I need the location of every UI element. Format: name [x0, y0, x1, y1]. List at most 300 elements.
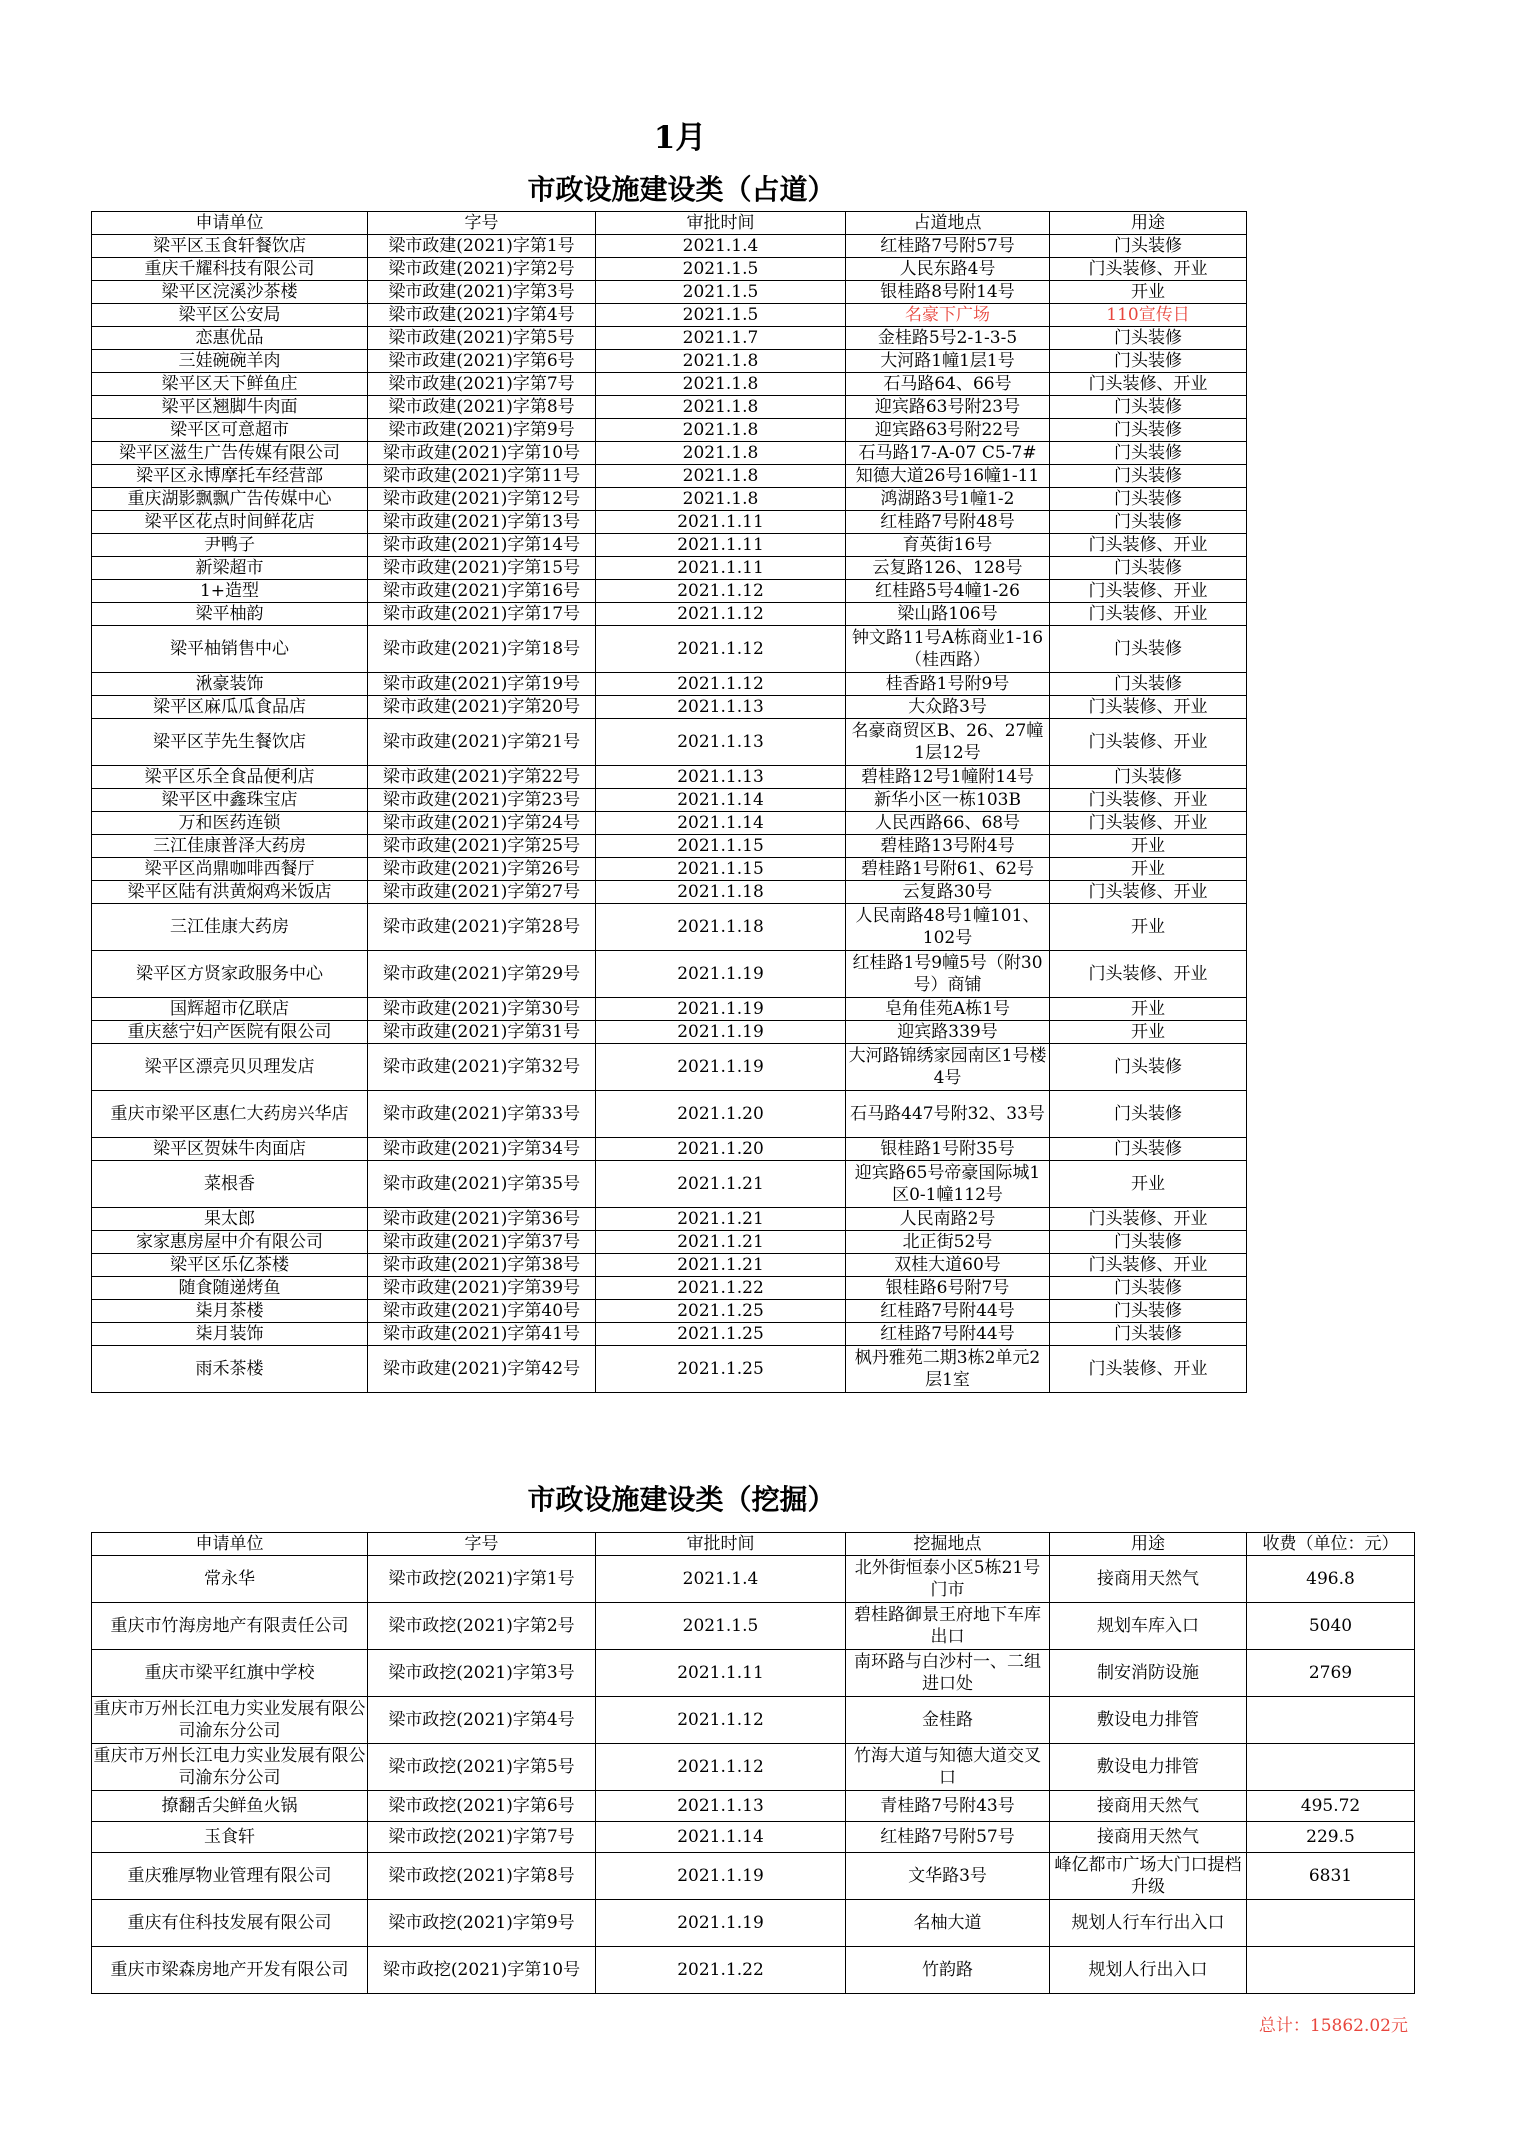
occupy-cell-use: 门头装修	[1050, 626, 1247, 673]
occupy-cell-unit: 三江佳康普泽大药房	[92, 835, 368, 858]
excavate-header-place: 挖掘地点	[846, 1533, 1050, 1556]
occupy-row	[92, 304, 1247, 327]
occupy-cell-use: 门头装修、开业	[1050, 1346, 1247, 1393]
excavate-cell-use: 敷设电力排管	[1050, 1744, 1247, 1791]
occupy-cell-date: 2021.1.8	[596, 442, 846, 465]
occupy-cell-no: 梁市政建(2021)字第14号	[368, 534, 596, 557]
occupy-row	[92, 904, 1247, 951]
occupy-cell-no: 梁市政建(2021)字第3号	[368, 281, 596, 304]
occupy-cell-place: 人民南路48号1幢101、102号	[846, 904, 1050, 951]
occupy-row	[92, 766, 1247, 789]
occupy-cell-place: 枫丹雅苑二期3栋2单元2层1室	[846, 1346, 1050, 1393]
occupy-cell-use: 门头装修	[1050, 673, 1247, 696]
occupy-cell-date: 2021.1.8	[596, 396, 846, 419]
occupy-cell-use: 110宣传日	[1050, 304, 1247, 327]
occupy-cell-use: 门头装修、开业	[1050, 1254, 1247, 1277]
occupy-row	[92, 327, 1247, 350]
excavate-cell-date: 2021.1.5	[596, 1603, 846, 1650]
occupy-cell-date: 2021.1.13	[596, 766, 846, 789]
occupy-cell-use: 门头装修、开业	[1050, 789, 1247, 812]
occupy-cell-no: 梁市政建(2021)字第39号	[368, 1277, 596, 1300]
excavate-cell-use: 制安消防设施	[1050, 1650, 1247, 1697]
occupy-cell-use: 门头装修、开业	[1050, 373, 1247, 396]
excavate-row	[92, 1650, 1415, 1697]
excavate-cell-unit: 重庆市万州长江电力实业发展有限公司渝东分公司	[92, 1744, 368, 1791]
occupy-cell-use: 门头装修	[1050, 1231, 1247, 1254]
occupy-cell-unit: 梁平区玉食轩餐饮店	[92, 235, 368, 258]
occupy-cell-place: 迎宾路63号附23号	[846, 396, 1050, 419]
occupy-cell-date: 2021.1.8	[596, 373, 846, 396]
occupy-cell-use: 门头装修	[1050, 1091, 1247, 1138]
occupy-row	[92, 951, 1247, 998]
excavate-cell-date: 2021.1.12	[596, 1697, 846, 1744]
occupy-cell-unit: 梁平区贺妹牛肉面店	[92, 1138, 368, 1161]
occupy-cell-use: 门头装修、开业	[1050, 719, 1247, 766]
occupy-cell-unit: 新梁超市	[92, 557, 368, 580]
occupy-cell-place: 银桂路6号附7号	[846, 1277, 1050, 1300]
occupy-cell-no: 梁市政建(2021)字第4号	[368, 304, 596, 327]
occupy-cell-place: 桂香路1号附9号	[846, 673, 1050, 696]
occupy-cell-no: 梁市政建(2021)字第2号	[368, 258, 596, 281]
occupy-cell-date: 2021.1.5	[596, 258, 846, 281]
excavate-cell-fee	[1247, 1744, 1415, 1791]
occupy-header-row	[92, 212, 1247, 235]
occupy-cell-date: 2021.1.21	[596, 1254, 846, 1277]
excavate-cell-no: 梁市政挖(2021)字第8号	[368, 1853, 596, 1900]
excavate-cell-fee: 6831	[1247, 1853, 1415, 1900]
occupy-cell-no: 梁市政建(2021)字第42号	[368, 1346, 596, 1393]
excavate-cell-date: 2021.1.11	[596, 1650, 846, 1697]
excavate-cell-place: 竹海大道与知德大道交叉口	[846, 1744, 1050, 1791]
occupy-cell-place: 梁山路106号	[846, 603, 1050, 626]
excavate-cell-use: 峰亿都市广场大门口提档升级	[1050, 1853, 1247, 1900]
occupy-cell-no: 梁市政建(2021)字第17号	[368, 603, 596, 626]
occupy-cell-use: 门头装修、开业	[1050, 812, 1247, 835]
occupy-cell-place: 迎宾路63号附22号	[846, 419, 1050, 442]
occupy-cell-no: 梁市政建(2021)字第10号	[368, 442, 596, 465]
occupy-cell-no: 梁市政建(2021)字第9号	[368, 419, 596, 442]
excavate-cell-use: 规划人行车行出入口	[1050, 1900, 1247, 1947]
occupy-cell-use: 门头装修	[1050, 465, 1247, 488]
occupy-row	[92, 812, 1247, 835]
excavate-cell-place: 名柚大道	[846, 1900, 1050, 1947]
occupy-cell-use: 门头装修、开业	[1050, 1208, 1247, 1231]
occupy-row	[92, 719, 1247, 766]
excavate-cell-unit: 撩翻舌尖鲜鱼火锅	[92, 1791, 368, 1822]
occupy-row	[92, 1323, 1247, 1346]
occupy-cell-no: 梁市政建(2021)字第27号	[368, 881, 596, 904]
occupy-cell-unit: 柒月装饰	[92, 1323, 368, 1346]
occupy-cell-date: 2021.1.14	[596, 789, 846, 812]
excavate-cell-use: 接商用天然气	[1050, 1791, 1247, 1822]
occupy-cell-place: 红桂路7号附44号	[846, 1300, 1050, 1323]
occupy-cell-place: 大众路3号	[846, 696, 1050, 719]
occupy-cell-date: 2021.1.8	[596, 419, 846, 442]
occupy-cell-unit: 重庆慈宁妇产医院有限公司	[92, 1021, 368, 1044]
occupy-cell-date: 2021.1.8	[596, 350, 846, 373]
occupy-cell-date: 2021.1.12	[596, 673, 846, 696]
occupy-cell-date: 2021.1.15	[596, 835, 846, 858]
occupy-cell-unit: 雨禾茶楼	[92, 1346, 368, 1393]
occupy-cell-use: 门头装修、开业	[1050, 696, 1247, 719]
occupy-cell-date: 2021.1.22	[596, 1277, 846, 1300]
excavate-cell-place: 碧桂路御景王府地下车库出口	[846, 1603, 1050, 1650]
occupy-cell-place: 红桂路7号附44号	[846, 1323, 1050, 1346]
occupy-row	[92, 557, 1247, 580]
occupy-cell-place: 新华小区一栋103B	[846, 789, 1050, 812]
excavate-cell-use: 接商用天然气	[1050, 1556, 1247, 1603]
occupy-cell-use: 开业	[1050, 904, 1247, 951]
excavate-cell-no: 梁市政挖(2021)字第4号	[368, 1697, 596, 1744]
occupy-cell-place: 石马路17-A-07 C5-7#	[846, 442, 1050, 465]
occupy-cell-unit: 梁平区可意超市	[92, 419, 368, 442]
occupy-cell-place: 迎宾路339号	[846, 1021, 1050, 1044]
excavate-cell-date: 2021.1.12	[596, 1744, 846, 1791]
occupy-cell-use: 门头装修	[1050, 1277, 1247, 1300]
occupy-cell-place: 石马路64、66号	[846, 373, 1050, 396]
excavate-cell-unit: 常永华	[92, 1556, 368, 1603]
occupy-row	[92, 488, 1247, 511]
occupy-cell-date: 2021.1.19	[596, 1021, 846, 1044]
occupy-cell-place: 碧桂路12号1幢附14号	[846, 766, 1050, 789]
occupy-cell-use: 门头装修、开业	[1050, 951, 1247, 998]
excavate-cell-no: 梁市政挖(2021)字第9号	[368, 1900, 596, 1947]
occupy-cell-place: 育英街16号	[846, 534, 1050, 557]
occupy-cell-unit: 梁平区永博摩托车经营部	[92, 465, 368, 488]
occupy-cell-place: 石马路447号附32、33号	[846, 1091, 1050, 1138]
occupy-cell-unit: 梁平区漂亮贝贝理发店	[92, 1044, 368, 1091]
excavate-cell-fee: 5040	[1247, 1603, 1415, 1650]
occupy-row	[92, 1091, 1247, 1138]
occupy-cell-date: 2021.1.12	[596, 626, 846, 673]
occupy-cell-use: 门头装修	[1050, 1044, 1247, 1091]
excavate-row	[92, 1556, 1415, 1603]
excavate-cell-unit: 重庆市梁森房地产开发有限公司	[92, 1947, 368, 1994]
occupy-row	[92, 1231, 1247, 1254]
occupy-cell-date: 2021.1.25	[596, 1346, 846, 1393]
occupy-cell-place: 碧桂路13号附4号	[846, 835, 1050, 858]
excavate-cell-place: 文华路3号	[846, 1853, 1050, 1900]
excavate-cell-date: 2021.1.19	[596, 1900, 846, 1947]
occupy-cell-place: 金桂路5号2-1-3-5	[846, 327, 1050, 350]
page-title: 1月	[653, 120, 707, 156]
occupy-cell-unit: 国辉超市亿联店	[92, 998, 368, 1021]
occupy-row	[92, 442, 1247, 465]
occupy-cell-use: 开业	[1050, 835, 1247, 858]
occupy-cell-place: 迎宾路65号帝豪国际城1区0-1幢112号	[846, 1161, 1050, 1208]
occupy-cell-date: 2021.1.15	[596, 858, 846, 881]
occupy-cell-unit: 三娃碗碗羊肉	[92, 350, 368, 373]
excavate-cell-date: 2021.1.4	[596, 1556, 846, 1603]
occupy-cell-use: 门头装修	[1050, 766, 1247, 789]
occupy-cell-unit: 三江佳康大药房	[92, 904, 368, 951]
occupy-cell-use: 门头装修	[1050, 350, 1247, 373]
excavate-cell-unit: 重庆市万州长江电力实业发展有限公司渝东分公司	[92, 1697, 368, 1744]
occupy-cell-no: 梁市政建(2021)字第13号	[368, 511, 596, 534]
excavate-cell-place: 南环路与白沙村一、二组进口处	[846, 1650, 1050, 1697]
occupy-cell-place: 银桂路8号附14号	[846, 281, 1050, 304]
occupy-row	[92, 603, 1247, 626]
occupy-cell-date: 2021.1.20	[596, 1138, 846, 1161]
occupy-row	[92, 1254, 1247, 1277]
excavate-row	[92, 1822, 1415, 1853]
occupy-cell-use: 门头装修	[1050, 488, 1247, 511]
excavate-row	[92, 1791, 1415, 1822]
occupy-cell-unit: 梁平区乐亿茶楼	[92, 1254, 368, 1277]
excavate-cell-date: 2021.1.14	[596, 1822, 846, 1853]
occupy-cell-no: 梁市政建(2021)字第1号	[368, 235, 596, 258]
occupy-row	[92, 1346, 1247, 1393]
occupy-cell-unit: 梁平区方贤家政服务中心	[92, 951, 368, 998]
occupy-row	[92, 835, 1247, 858]
occupy-cell-use: 门头装修	[1050, 1138, 1247, 1161]
occupy-cell-use: 门头装修	[1050, 1323, 1247, 1346]
occupy-cell-date: 2021.1.8	[596, 465, 846, 488]
occupy-cell-place: 北正街52号	[846, 1231, 1050, 1254]
occupy-cell-unit: 湫豪装饰	[92, 673, 368, 696]
occupy-row	[92, 1161, 1247, 1208]
occupy-cell-no: 梁市政建(2021)字第29号	[368, 951, 596, 998]
occupy-cell-no: 梁市政建(2021)字第32号	[368, 1044, 596, 1091]
occupy-cell-date: 2021.1.19	[596, 951, 846, 998]
occupy-cell-no: 梁市政建(2021)字第5号	[368, 327, 596, 350]
occupy-cell-unit: 万和医药连锁	[92, 812, 368, 835]
occupy-cell-use: 开业	[1050, 858, 1247, 881]
excavate-header-row	[92, 1533, 1415, 1556]
occupy-cell-unit: 家家惠房屋中介有限公司	[92, 1231, 368, 1254]
excavate-cell-use: 接商用天然气	[1050, 1822, 1247, 1853]
occupy-row	[92, 350, 1247, 373]
occupy-row	[92, 511, 1247, 534]
occupy-row	[92, 534, 1247, 557]
occupy-cell-unit: 梁平区翘脚牛肉面	[92, 396, 368, 419]
occupy-cell-unit: 尹鸭子	[92, 534, 368, 557]
occupy-cell-place: 人民西路66、68号	[846, 812, 1050, 835]
occupy-cell-use: 开业	[1050, 1021, 1247, 1044]
occupy-cell-use: 门头装修	[1050, 419, 1247, 442]
occupy-cell-no: 梁市政建(2021)字第34号	[368, 1138, 596, 1161]
occupy-cell-date: 2021.1.18	[596, 881, 846, 904]
occupy-cell-no: 梁市政建(2021)字第15号	[368, 557, 596, 580]
occupy-row	[92, 281, 1247, 304]
occupy-cell-place: 鸿湖路3号1幢1-2	[846, 488, 1050, 511]
occupy-cell-place: 红桂路1号9幢5号（附30号）商铺	[846, 951, 1050, 998]
occupy-cell-use: 门头装修、开业	[1050, 603, 1247, 626]
occupy-cell-no: 梁市政建(2021)字第35号	[368, 1161, 596, 1208]
excavate-table-body	[92, 1556, 1415, 1994]
occupy-header-date: 审批时间	[596, 212, 846, 235]
occupy-cell-place: 皂角佳苑A栋1号	[846, 998, 1050, 1021]
occupy-cell-no: 梁市政建(2021)字第7号	[368, 373, 596, 396]
occupy-cell-place: 双桂大道60号	[846, 1254, 1050, 1277]
excavate-cell-no: 梁市政挖(2021)字第7号	[368, 1822, 596, 1853]
occupy-cell-unit: 梁平区乐全食品便利店	[92, 766, 368, 789]
occupy-cell-date: 2021.1.11	[596, 511, 846, 534]
occupy-cell-no: 梁市政建(2021)字第36号	[368, 1208, 596, 1231]
occupy-header-unit: 申请单位	[92, 212, 368, 235]
occupy-row	[92, 1300, 1247, 1323]
occupy-cell-place: 人民东路4号	[846, 258, 1050, 281]
occupy-cell-place: 红桂路5号4幢1-26	[846, 580, 1050, 603]
occupy-cell-no: 梁市政建(2021)字第19号	[368, 673, 596, 696]
occupy-cell-date: 2021.1.7	[596, 327, 846, 350]
occupy-cell-unit: 梁平区中鑫珠宝店	[92, 789, 368, 812]
occupy-cell-place: 银桂路1号附35号	[846, 1138, 1050, 1161]
occupy-row	[92, 1044, 1247, 1091]
occupy-cell-date: 2021.1.8	[596, 488, 846, 511]
occupy-cell-no: 梁市政建(2021)字第18号	[368, 626, 596, 673]
occupy-cell-date: 2021.1.18	[596, 904, 846, 951]
excavate-header-fee: 收费（单位：元）	[1247, 1533, 1415, 1556]
occupy-section-title: 市政设施建设类（占道）	[527, 173, 836, 206]
occupy-cell-date: 2021.1.4	[596, 235, 846, 258]
excavate-row	[92, 1697, 1415, 1744]
occupy-cell-use: 开业	[1050, 998, 1247, 1021]
occupy-cell-unit: 梁平区天下鲜鱼庄	[92, 373, 368, 396]
excavate-cell-fee: 2769	[1247, 1650, 1415, 1697]
occupy-cell-no: 梁市政建(2021)字第28号	[368, 904, 596, 951]
occupy-header-use: 用途	[1050, 212, 1247, 235]
occupy-cell-no: 梁市政建(2021)字第31号	[368, 1021, 596, 1044]
excavate-cell-no: 梁市政挖(2021)字第5号	[368, 1744, 596, 1791]
occupy-cell-no: 梁市政建(2021)字第30号	[368, 998, 596, 1021]
occupy-cell-unit: 重庆湖影飘飘广告传媒中心	[92, 488, 368, 511]
occupy-cell-place: 大河路锦绣家园南区1号楼4号	[846, 1044, 1050, 1091]
excavate-cell-place: 北外街恒泰小区5栋21号门市	[846, 1556, 1050, 1603]
occupy-cell-use: 门头装修、开业	[1050, 258, 1247, 281]
occupy-cell-no: 梁市政建(2021)字第38号	[368, 1254, 596, 1277]
occupy-cell-unit: 梁平区公安局	[92, 304, 368, 327]
excavate-cell-fee	[1247, 1697, 1415, 1744]
occupy-cell-date: 2021.1.5	[596, 281, 846, 304]
occupy-cell-no: 梁市政建(2021)字第22号	[368, 766, 596, 789]
excavate-header-date: 审批时间	[596, 1533, 846, 1556]
occupy-cell-use: 门头装修	[1050, 511, 1247, 534]
occupy-cell-unit: 果太郎	[92, 1208, 368, 1231]
excavate-row	[92, 1744, 1415, 1791]
occupy-cell-no: 梁市政建(2021)字第20号	[368, 696, 596, 719]
occupy-cell-unit: 重庆市梁平区惠仁大药房兴华店	[92, 1091, 368, 1138]
occupy-cell-use: 门头装修	[1050, 442, 1247, 465]
occupy-cell-use: 门头装修	[1050, 235, 1247, 258]
occupy-cell-unit: 梁平区浣溪沙茶楼	[92, 281, 368, 304]
occupy-cell-date: 2021.1.21	[596, 1208, 846, 1231]
occupy-row	[92, 789, 1247, 812]
occupy-cell-place: 红桂路7号附57号	[846, 235, 1050, 258]
excavate-cell-no: 梁市政挖(2021)字第2号	[368, 1603, 596, 1650]
occupy-cell-use: 门头装修	[1050, 327, 1247, 350]
excavate-cell-use: 规划人行出入口	[1050, 1947, 1247, 1994]
total-fee: 总计：15862.02元	[1258, 2016, 1408, 2036]
occupy-cell-no: 梁市政建(2021)字第40号	[368, 1300, 596, 1323]
occupy-cell-unit: 梁平区芋先生餐饮店	[92, 719, 368, 766]
occupy-cell-date: 2021.1.25	[596, 1323, 846, 1346]
occupy-cell-no: 梁市政建(2021)字第33号	[368, 1091, 596, 1138]
occupy-row	[92, 373, 1247, 396]
occupy-cell-no: 梁市政建(2021)字第8号	[368, 396, 596, 419]
excavate-header-no: 字号	[368, 1533, 596, 1556]
excavate-section-title: 市政设施建设类（挖掘）	[527, 1483, 836, 1516]
excavate-header-unit: 申请单位	[92, 1533, 368, 1556]
occupy-cell-no: 梁市政建(2021)字第25号	[368, 835, 596, 858]
occupy-cell-place: 名豪下广场	[846, 304, 1050, 327]
occupy-header-no: 字号	[368, 212, 596, 235]
occupy-row	[92, 580, 1247, 603]
occupy-row	[92, 465, 1247, 488]
occupy-row	[92, 998, 1247, 1021]
excavate-cell-fee: 229.5	[1247, 1822, 1415, 1853]
occupy-cell-place: 名豪商贸区B、26、27幢1层12号	[846, 719, 1050, 766]
excavate-table	[91, 1532, 1415, 1994]
occupy-cell-use: 门头装修	[1050, 1300, 1247, 1323]
occupy-cell-use: 开业	[1050, 1161, 1247, 1208]
occupy-cell-date: 2021.1.14	[596, 812, 846, 835]
occupy-cell-no: 梁市政建(2021)字第23号	[368, 789, 596, 812]
occupy-cell-date: 2021.1.20	[596, 1091, 846, 1138]
occupy-cell-date: 2021.1.19	[596, 1044, 846, 1091]
occupy-row	[92, 1277, 1247, 1300]
excavate-cell-unit: 玉食轩	[92, 1822, 368, 1853]
excavate-row	[92, 1853, 1415, 1900]
occupy-row	[92, 1138, 1247, 1161]
occupy-header-place: 占道地点	[846, 212, 1050, 235]
occupy-cell-unit: 梁平柚销售中心	[92, 626, 368, 673]
occupy-row	[92, 1208, 1247, 1231]
excavate-cell-unit: 重庆市梁平红旗中学校	[92, 1650, 368, 1697]
excavate-cell-unit: 重庆有住科技发展有限公司	[92, 1900, 368, 1947]
excavate-cell-fee: 495.72	[1247, 1791, 1415, 1822]
occupy-row	[92, 419, 1247, 442]
occupy-cell-place: 云复路30号	[846, 881, 1050, 904]
occupy-cell-place: 大河路1幢1层1号	[846, 350, 1050, 373]
excavate-row	[92, 1947, 1415, 1994]
occupy-cell-date: 2021.1.25	[596, 1300, 846, 1323]
occupy-cell-no: 梁市政建(2021)字第24号	[368, 812, 596, 835]
occupy-cell-unit: 梁平区花点时间鲜花店	[92, 511, 368, 534]
occupy-cell-place: 知德大道26号16幢1-11	[846, 465, 1050, 488]
excavate-cell-date: 2021.1.13	[596, 1791, 846, 1822]
occupy-cell-unit: 随食随递烤鱼	[92, 1277, 368, 1300]
occupy-cell-date: 2021.1.11	[596, 534, 846, 557]
occupy-cell-date: 2021.1.5	[596, 304, 846, 327]
occupy-row	[92, 673, 1247, 696]
excavate-cell-no: 梁市政挖(2021)字第10号	[368, 1947, 596, 1994]
occupy-row	[92, 1021, 1247, 1044]
excavate-cell-no: 梁市政挖(2021)字第3号	[368, 1650, 596, 1697]
excavate-row	[92, 1900, 1415, 1947]
excavate-cell-date: 2021.1.19	[596, 1853, 846, 1900]
occupy-cell-no: 梁市政建(2021)字第21号	[368, 719, 596, 766]
occupy-row	[92, 858, 1247, 881]
occupy-cell-date: 2021.1.11	[596, 557, 846, 580]
occupy-cell-unit: 梁平区陆有洪黄焖鸡米饭店	[92, 881, 368, 904]
occupy-cell-date: 2021.1.12	[596, 580, 846, 603]
excavate-cell-place: 金桂路	[846, 1697, 1050, 1744]
excavate-cell-place: 青桂路7号附43号	[846, 1791, 1050, 1822]
occupy-cell-place: 红桂路7号附48号	[846, 511, 1050, 534]
excavate-cell-unit: 重庆市竹海房地产有限责任公司	[92, 1603, 368, 1650]
occupy-row	[92, 396, 1247, 419]
occupy-cell-unit: 重庆千耀科技有限公司	[92, 258, 368, 281]
occupy-cell-date: 2021.1.21	[596, 1231, 846, 1254]
occupy-row	[92, 881, 1247, 904]
occupy-cell-no: 梁市政建(2021)字第6号	[368, 350, 596, 373]
excavate-cell-fee	[1247, 1947, 1415, 1994]
excavate-row	[92, 1603, 1415, 1650]
occupy-cell-place: 碧桂路1号附61、62号	[846, 858, 1050, 881]
excavate-cell-use: 敷设电力排管	[1050, 1697, 1247, 1744]
occupy-cell-date: 2021.1.12	[596, 603, 846, 626]
